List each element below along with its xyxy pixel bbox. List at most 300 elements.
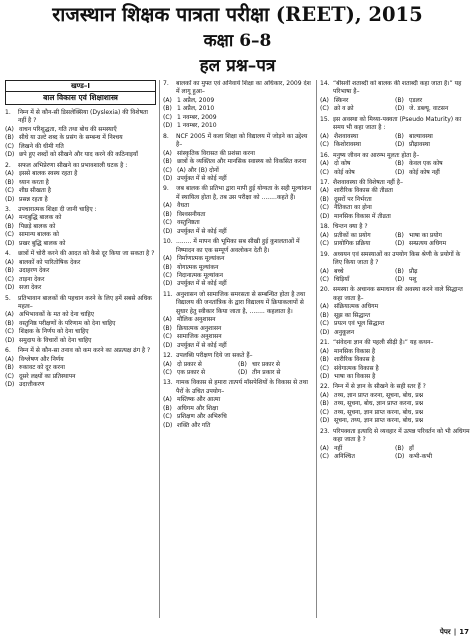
option xyxy=(163,264,313,272)
option-letter: (B) xyxy=(395,96,404,104)
option-text: सजा देकर xyxy=(19,284,42,292)
option-text: प्रौढ़ xyxy=(409,267,418,275)
option xyxy=(5,276,156,284)
option-text: कोई कोष xyxy=(334,168,355,176)
option-letter: (C) xyxy=(320,105,329,113)
question-text: निम्न में से ज्ञान के सीखने के सही स्तर हैं ? xyxy=(333,383,426,391)
option-text: नैतिकता का होना xyxy=(334,204,372,212)
question-stem xyxy=(163,133,313,150)
option-text: हाँ xyxy=(409,444,414,452)
option-letter: (C) xyxy=(163,271,172,279)
option-text: 1 नवम्बर, 2009 xyxy=(177,113,217,121)
option-text: दूसरे लक्ष्यों का प्रतिस्थापन xyxy=(19,372,76,380)
option-letter: (C) xyxy=(320,141,329,149)
option-letter: (D) xyxy=(5,195,15,203)
option-text: ध्यान करता है xyxy=(19,178,49,186)
option-letter: (B) xyxy=(395,267,404,275)
option-text: शारीरिक विकास है xyxy=(334,356,375,364)
section-subtitle: बाल विकास एवं शिक्षाशास्त्र xyxy=(6,91,155,104)
option-row xyxy=(320,276,470,284)
option-row xyxy=(320,445,470,453)
option-letter: (B) xyxy=(163,404,172,412)
option-text: सामाजिक अनुशासन xyxy=(177,333,222,341)
option-text: चिड़ियाँ xyxy=(334,275,350,283)
option-text: छपे हुए शब्दों को सीखने और याद करने की कठिनाइयाँ xyxy=(19,151,138,159)
footer-label: पेपर xyxy=(439,628,451,636)
option-letter: (D) xyxy=(5,151,15,159)
question-text: उपलब्धि परीक्षण दिये जा सकते हैं– xyxy=(176,352,253,360)
option xyxy=(5,284,156,292)
option-letter: (A) xyxy=(163,360,172,368)
section-box xyxy=(5,80,156,105)
question-item xyxy=(320,428,470,462)
question-column-3 xyxy=(320,80,470,620)
option-text: स्किनर xyxy=(334,96,349,104)
option-text: शीघ्र सीखता है xyxy=(19,187,51,195)
question-item xyxy=(320,251,470,285)
option-text: दूसरों पर निर्भरता xyxy=(334,195,372,203)
option xyxy=(320,240,395,248)
option xyxy=(163,325,313,333)
option-text: संवेगात्मक विकास है xyxy=(334,364,379,372)
option-text: संक्रियात्मक अधिगम xyxy=(334,303,379,311)
option-letter: (B) xyxy=(5,134,14,142)
question-item xyxy=(5,250,156,292)
option-letter: (D) xyxy=(395,240,405,248)
option xyxy=(320,213,470,221)
question-item xyxy=(5,109,156,160)
option-text: मानसिक विकास है xyxy=(334,347,376,355)
option-letter: (A) xyxy=(163,202,172,210)
option xyxy=(163,150,313,158)
option-letter: (A) xyxy=(320,444,329,452)
option xyxy=(320,400,470,408)
option-text: प्रायोगिक प्रक्रिया xyxy=(334,240,371,248)
option xyxy=(5,170,156,178)
option xyxy=(163,361,238,369)
question-item xyxy=(320,116,470,150)
option xyxy=(163,202,313,210)
question-text: चिन्तन क्या है ? xyxy=(333,223,368,231)
option-text: शारीरिक विकास की तीव्रता xyxy=(334,187,393,195)
option-letter: (C) xyxy=(163,166,172,174)
question-text: अध्ययन एवं समस्याओं का उपयोग किस श्रेणी के प्रयोगों के लिए किया जाता है ? xyxy=(333,250,461,267)
option xyxy=(320,141,395,149)
option-letter: (B) xyxy=(5,364,14,372)
question-item xyxy=(320,339,470,381)
option-letter: (A) xyxy=(163,396,172,404)
option-row xyxy=(320,268,470,276)
option-text: उपर्युक्त में से कोई नहीं xyxy=(177,227,227,235)
question-stem xyxy=(163,185,313,202)
option-letter: (B) xyxy=(163,158,172,166)
option-text: क्रियात्मक अनुशासन xyxy=(177,324,222,332)
option-letter: (B) xyxy=(163,263,172,271)
option-letter: (A) xyxy=(163,149,172,157)
option xyxy=(163,255,313,263)
question-text: उपचारात्मक शिक्षा दी जानी चाहिए : xyxy=(18,205,97,213)
option xyxy=(320,312,470,320)
option xyxy=(5,381,156,389)
option-letter: (D) xyxy=(5,284,15,292)
option-text: मौलिक अनुशासन xyxy=(177,316,216,324)
question-item xyxy=(5,295,156,346)
option-letter: (D) xyxy=(163,421,173,429)
option xyxy=(320,105,395,113)
question-text: परिपक्वता इत्यादि से व्यवहार में उत्पन्न परिवर्तन को भी अधिगम कहा जाता है ? xyxy=(333,427,470,444)
option-text: बालकों को पारितोषिक देकर xyxy=(19,258,81,266)
option-text: शिक्षक के निर्णय को देना चाहिए xyxy=(19,328,89,336)
question-item xyxy=(163,238,313,289)
option-letter: (B) xyxy=(163,105,172,113)
question-number: 1. xyxy=(5,109,11,116)
option-text: योगात्मक मूल्यांकन xyxy=(177,263,219,271)
option xyxy=(395,268,470,276)
option-text: निर्माणात्मक मूल्यांकन xyxy=(177,255,225,263)
option xyxy=(320,409,470,417)
question-stem xyxy=(320,223,470,231)
option-letter: (A) xyxy=(5,311,14,319)
option xyxy=(395,141,470,149)
question-text: प्रतिभावान बालकों की पहचान करने के लिए हमें सबसे अधिक महत्व– xyxy=(18,294,152,310)
option xyxy=(395,169,470,177)
option xyxy=(163,342,313,350)
option-letter: (C) xyxy=(320,453,329,461)
option-letter: (C) xyxy=(320,320,329,328)
question-text: सफल अभिप्रेरणा सीखने का प्रभावशाली घटक है : xyxy=(18,161,128,169)
question-item xyxy=(320,223,470,248)
question-text: मनुष्य जीवन का आरम्भ मूलतः होता है– xyxy=(333,151,420,159)
option-letter: (A) xyxy=(320,96,329,104)
question-item xyxy=(320,179,470,221)
exam-title: राजस्थान शिक्षक पात्रता परीक्षा (REET), 2015 xyxy=(52,3,423,26)
option-letter: (C) xyxy=(5,275,14,283)
option-text: शैशवावस्था xyxy=(334,132,359,140)
option-text: लिखने की धीमी गति xyxy=(19,142,64,150)
option-letter: (B) xyxy=(5,222,14,230)
option-letter: (D) xyxy=(395,168,405,176)
option-letter: (C) xyxy=(320,275,329,283)
option-text: इससे बालक स्वस्थ रहता है xyxy=(19,170,78,178)
option-letter: (C) xyxy=(163,368,172,376)
question-item xyxy=(320,286,470,337)
option xyxy=(163,333,313,341)
option-text: मन्दबुद्धि बालक को xyxy=(19,214,62,222)
question-number: 19. xyxy=(320,250,330,258)
option-letter: (D) xyxy=(320,417,330,425)
option-text: भाषा का विकास है xyxy=(334,372,376,380)
option-letter: (A) xyxy=(5,170,14,178)
option-letter: (C) xyxy=(320,408,329,416)
question-item xyxy=(163,291,313,350)
question-number: 18. xyxy=(320,223,330,231)
question-item xyxy=(163,185,313,236)
option xyxy=(5,151,156,159)
question-text: गामक विकास से हमारा तात्पर्य मॉसपेशियों के विकास से तथा पैरों के उचित उपयोग– xyxy=(176,379,308,395)
option-letter: (B) xyxy=(5,178,14,186)
option-letter: (B) xyxy=(320,356,329,364)
option xyxy=(163,175,313,183)
question-item xyxy=(5,162,156,204)
option xyxy=(395,445,470,453)
option-text: (A) और (B) दोनों xyxy=(177,166,219,174)
option-row xyxy=(320,133,470,141)
question-text: अनुशासन जो सामाजिक समरसता से सम्बन्धित होता है तथा विद्यालय की जनतांत्रिक के द्वारा विद्यालय में क्रियाकलापों से सुधार हेतु स्वीकार किया जाता है, ........ कहलाता है। xyxy=(176,290,306,315)
option-text: मानसिक विकास में तीव्रता xyxy=(334,212,391,220)
option-letter: (D) xyxy=(5,336,15,344)
option-letter: (D) xyxy=(163,227,173,235)
option-letter: (A) xyxy=(5,258,14,266)
option-letter: (B) xyxy=(320,400,329,408)
question-stem xyxy=(163,291,313,316)
page-footer: पेपर | 17 xyxy=(439,628,469,636)
option-text: विश्लेषण और निर्णय xyxy=(19,355,64,363)
option-letter: (B) xyxy=(395,231,404,239)
option-text: प्रशिक्षण और अभिरुचि xyxy=(177,413,227,421)
question-stem xyxy=(320,152,470,160)
option-text: जे. डब्ल्यू. वाटसन xyxy=(409,105,449,113)
question-number: 2. xyxy=(5,161,11,169)
option-letter: (C) xyxy=(5,142,14,150)
option-letter: (C) xyxy=(320,364,329,372)
option xyxy=(5,259,156,267)
option xyxy=(163,228,313,236)
option-text: निदानात्मक मूल्यांकन xyxy=(177,271,223,279)
option-letter: (D) xyxy=(5,239,15,247)
option-letter: (C) xyxy=(5,328,14,336)
option xyxy=(320,348,470,356)
question-item xyxy=(163,133,313,184)
question-text: ........ में मापन की भूमिका सब सीखी हुई कुशलताओं में निष्पादन का एक सम्पूर्ण अवलोकन देती है। xyxy=(176,238,300,254)
question-number: 5. xyxy=(5,294,11,302)
option-text: दो प्रकार से xyxy=(177,360,202,368)
option-text: 1 अप्रैल, 2010 xyxy=(177,105,215,113)
option-text: किशोरावस्था xyxy=(334,141,361,149)
option-text: उदाहरण देकर xyxy=(19,267,50,275)
option xyxy=(320,303,470,311)
option xyxy=(163,405,313,413)
option-letter: (A) xyxy=(320,347,329,355)
question-number: 13. xyxy=(163,379,173,387)
option-letter: (D) xyxy=(163,341,173,349)
option xyxy=(320,365,470,373)
option xyxy=(395,133,470,141)
option-letter: (A) xyxy=(163,255,172,263)
option-letter: (C) xyxy=(5,187,14,195)
option xyxy=(320,453,395,461)
option xyxy=(320,160,395,168)
question-stem xyxy=(163,352,313,360)
question-number: 11. xyxy=(163,290,173,298)
option xyxy=(5,179,156,187)
column-divider xyxy=(159,80,160,618)
option-letter: (D) xyxy=(320,212,330,220)
question-stem xyxy=(163,80,313,97)
question-number: 9. xyxy=(163,185,169,193)
option xyxy=(163,114,313,122)
option-row xyxy=(320,232,470,240)
option-letter: (B) xyxy=(395,444,404,452)
option-text: पशु xyxy=(409,275,417,283)
question-number: 4. xyxy=(5,250,11,258)
option xyxy=(395,160,470,168)
option-text: दो कोष xyxy=(334,160,351,168)
question-stem xyxy=(320,116,470,133)
question-text: बालकों का मुफ्त एवं अनिवार्य शिक्षा का अधिकार, 2009 देश में लागू हुआ– xyxy=(176,80,311,96)
option-text: उपर्युक्त में से कोई नहीं xyxy=(177,174,227,182)
option-text: वैधता xyxy=(177,202,190,210)
option xyxy=(5,187,156,195)
option xyxy=(5,196,156,204)
option-text: 1 अप्रैल, 2009 xyxy=(177,96,215,104)
option xyxy=(320,268,395,276)
option-text: उपर्युक्त में से कोई नहीं xyxy=(177,341,227,349)
option-letter: (D) xyxy=(5,381,15,389)
option-letter: (A) xyxy=(320,303,329,311)
option-text: बच्चे xyxy=(334,267,344,275)
question-stem xyxy=(5,295,156,312)
question-stem xyxy=(5,347,156,355)
option-letter: (D) xyxy=(395,275,405,283)
option xyxy=(320,445,395,453)
option-text: उपर्युक्त में से कोई नहीं xyxy=(177,280,227,288)
option-row xyxy=(163,361,313,369)
option-text: ताड़ना देकर xyxy=(19,275,45,283)
option xyxy=(163,369,238,377)
option-letter: (D) xyxy=(238,368,248,376)
option xyxy=(5,373,156,381)
option xyxy=(320,329,470,337)
option-text: तथ्य, सूचना, बोध, ज्ञान प्राप्त करना, प्रश्न xyxy=(334,400,423,408)
option-letter: (B) xyxy=(395,160,404,168)
option xyxy=(5,267,156,275)
question-number: 17. xyxy=(320,178,330,186)
option-row xyxy=(320,240,470,248)
option xyxy=(163,158,313,166)
question-item xyxy=(5,347,156,389)
option-letter: (D) xyxy=(395,141,405,149)
option xyxy=(320,373,470,381)
option-letter: (D) xyxy=(163,280,173,288)
option xyxy=(163,105,313,113)
option-text: कोई कोष नहीं xyxy=(409,168,440,176)
option-letter: (C) xyxy=(320,240,329,248)
option xyxy=(320,356,470,364)
option xyxy=(163,396,313,404)
option-text: उदात्तीकरण xyxy=(19,381,45,389)
option xyxy=(320,204,470,212)
question-stem xyxy=(5,109,156,126)
option-text: रुकावट को दूर करना xyxy=(19,364,65,372)
option-text: एक प्रकार से xyxy=(177,368,206,376)
option-letter: (B) xyxy=(5,267,14,275)
option-letter: (A) xyxy=(320,160,329,168)
option-letter: (C) xyxy=(163,333,172,341)
option-letter: (B) xyxy=(238,360,247,368)
option xyxy=(163,211,313,219)
option xyxy=(320,320,470,328)
question-number: 8. xyxy=(163,132,169,140)
option-letter: (A) xyxy=(320,391,329,399)
question-number: 22. xyxy=(320,383,330,391)
option xyxy=(320,97,395,105)
question-item xyxy=(163,379,313,430)
option xyxy=(395,276,470,284)
question-number: 20. xyxy=(320,286,330,294)
option-row xyxy=(320,169,470,177)
question-text: छात्रों में चोरी करने की आदत को कैसे दूर किया जा सकता है ? xyxy=(18,250,155,258)
option xyxy=(395,105,470,113)
question-number: 23. xyxy=(320,427,330,435)
option-letter: (B) xyxy=(5,319,14,327)
option-text: सूचना, तथ्य, ज्ञान प्राप्त करना, बोध, प्रश्न xyxy=(334,417,423,425)
question-number: 16. xyxy=(320,151,330,159)
option xyxy=(395,232,470,240)
option-text: एडलर xyxy=(409,96,423,104)
question-item xyxy=(320,383,470,425)
option-letter: (C) xyxy=(163,413,172,421)
option-text: वाचन परिशुद्धता, गति तथा बोध की समस्याएँ xyxy=(19,125,117,133)
question-text: इस अवस्था को मिथ्या-पक्वता (Pseudo Maturity) का समय भी कहा जाता है : xyxy=(333,115,462,132)
option-text: बाल्यावस्था xyxy=(409,132,433,140)
question-text: समस्या के अचानक समाधान की अवस्था करने वाले सिद्धान्त कहा जाता है– xyxy=(333,286,463,302)
option-text: भाषा का प्रयोग xyxy=(409,231,442,239)
option-text: कभी-कभी xyxy=(409,453,433,461)
question-column-2 xyxy=(163,80,313,620)
option xyxy=(320,276,395,284)
question-number: 6. xyxy=(5,347,11,355)
option-letter: (A) xyxy=(5,355,14,363)
option-letter: (A) xyxy=(5,214,14,222)
question-stem xyxy=(320,383,470,391)
option xyxy=(5,240,156,248)
option-letter: (B) xyxy=(163,210,172,218)
option-letter: (A) xyxy=(163,316,172,324)
option-text: समुदाय के विचारों को देना चाहिए xyxy=(19,336,92,344)
option-letter: (C) xyxy=(163,113,172,121)
option xyxy=(163,219,313,227)
question-number: 14. xyxy=(320,80,330,87)
option xyxy=(320,169,395,177)
option-row xyxy=(320,141,470,149)
option-letter: (D) xyxy=(320,328,330,336)
option-letter: (A) xyxy=(320,132,329,140)
option-text: तीन प्रकार से xyxy=(252,368,281,376)
class-label: कक्षा 6–8 xyxy=(203,31,272,51)
option xyxy=(5,328,156,336)
option-text: प्रखर बुद्धि बालक को xyxy=(19,239,66,247)
option-letter: (D) xyxy=(395,453,405,461)
option-text: प्रयत्न एवं भूल सिद्धान्त xyxy=(334,320,385,328)
option-text: अधिगम और शिक्षा xyxy=(177,404,219,412)
option-text: 1 नवम्बर, 2010 xyxy=(177,122,217,130)
option xyxy=(5,231,156,239)
option-letter: (B) xyxy=(320,195,329,203)
option xyxy=(320,133,395,141)
option-text: प्रतीकों का प्रयोग xyxy=(334,231,371,239)
option-text: क्रो व क्रो xyxy=(334,105,354,113)
option-row xyxy=(163,369,313,377)
option-text: विश्वसनीयता xyxy=(177,210,206,218)
option-text: नहीं xyxy=(334,444,343,452)
option xyxy=(5,356,156,364)
option xyxy=(5,143,156,151)
option-row xyxy=(320,160,470,168)
question-number: 15. xyxy=(320,115,330,123)
question-text: “बीसवीं शताब्दी को बालक की शताब्दी कहा जाता है।” यह परिभाषा है– xyxy=(333,80,462,96)
question-number: 3. xyxy=(5,205,11,213)
option-text: वस्तुनिष्ठ परीक्षणों के परिणाम को देना चाहिए xyxy=(19,319,116,327)
